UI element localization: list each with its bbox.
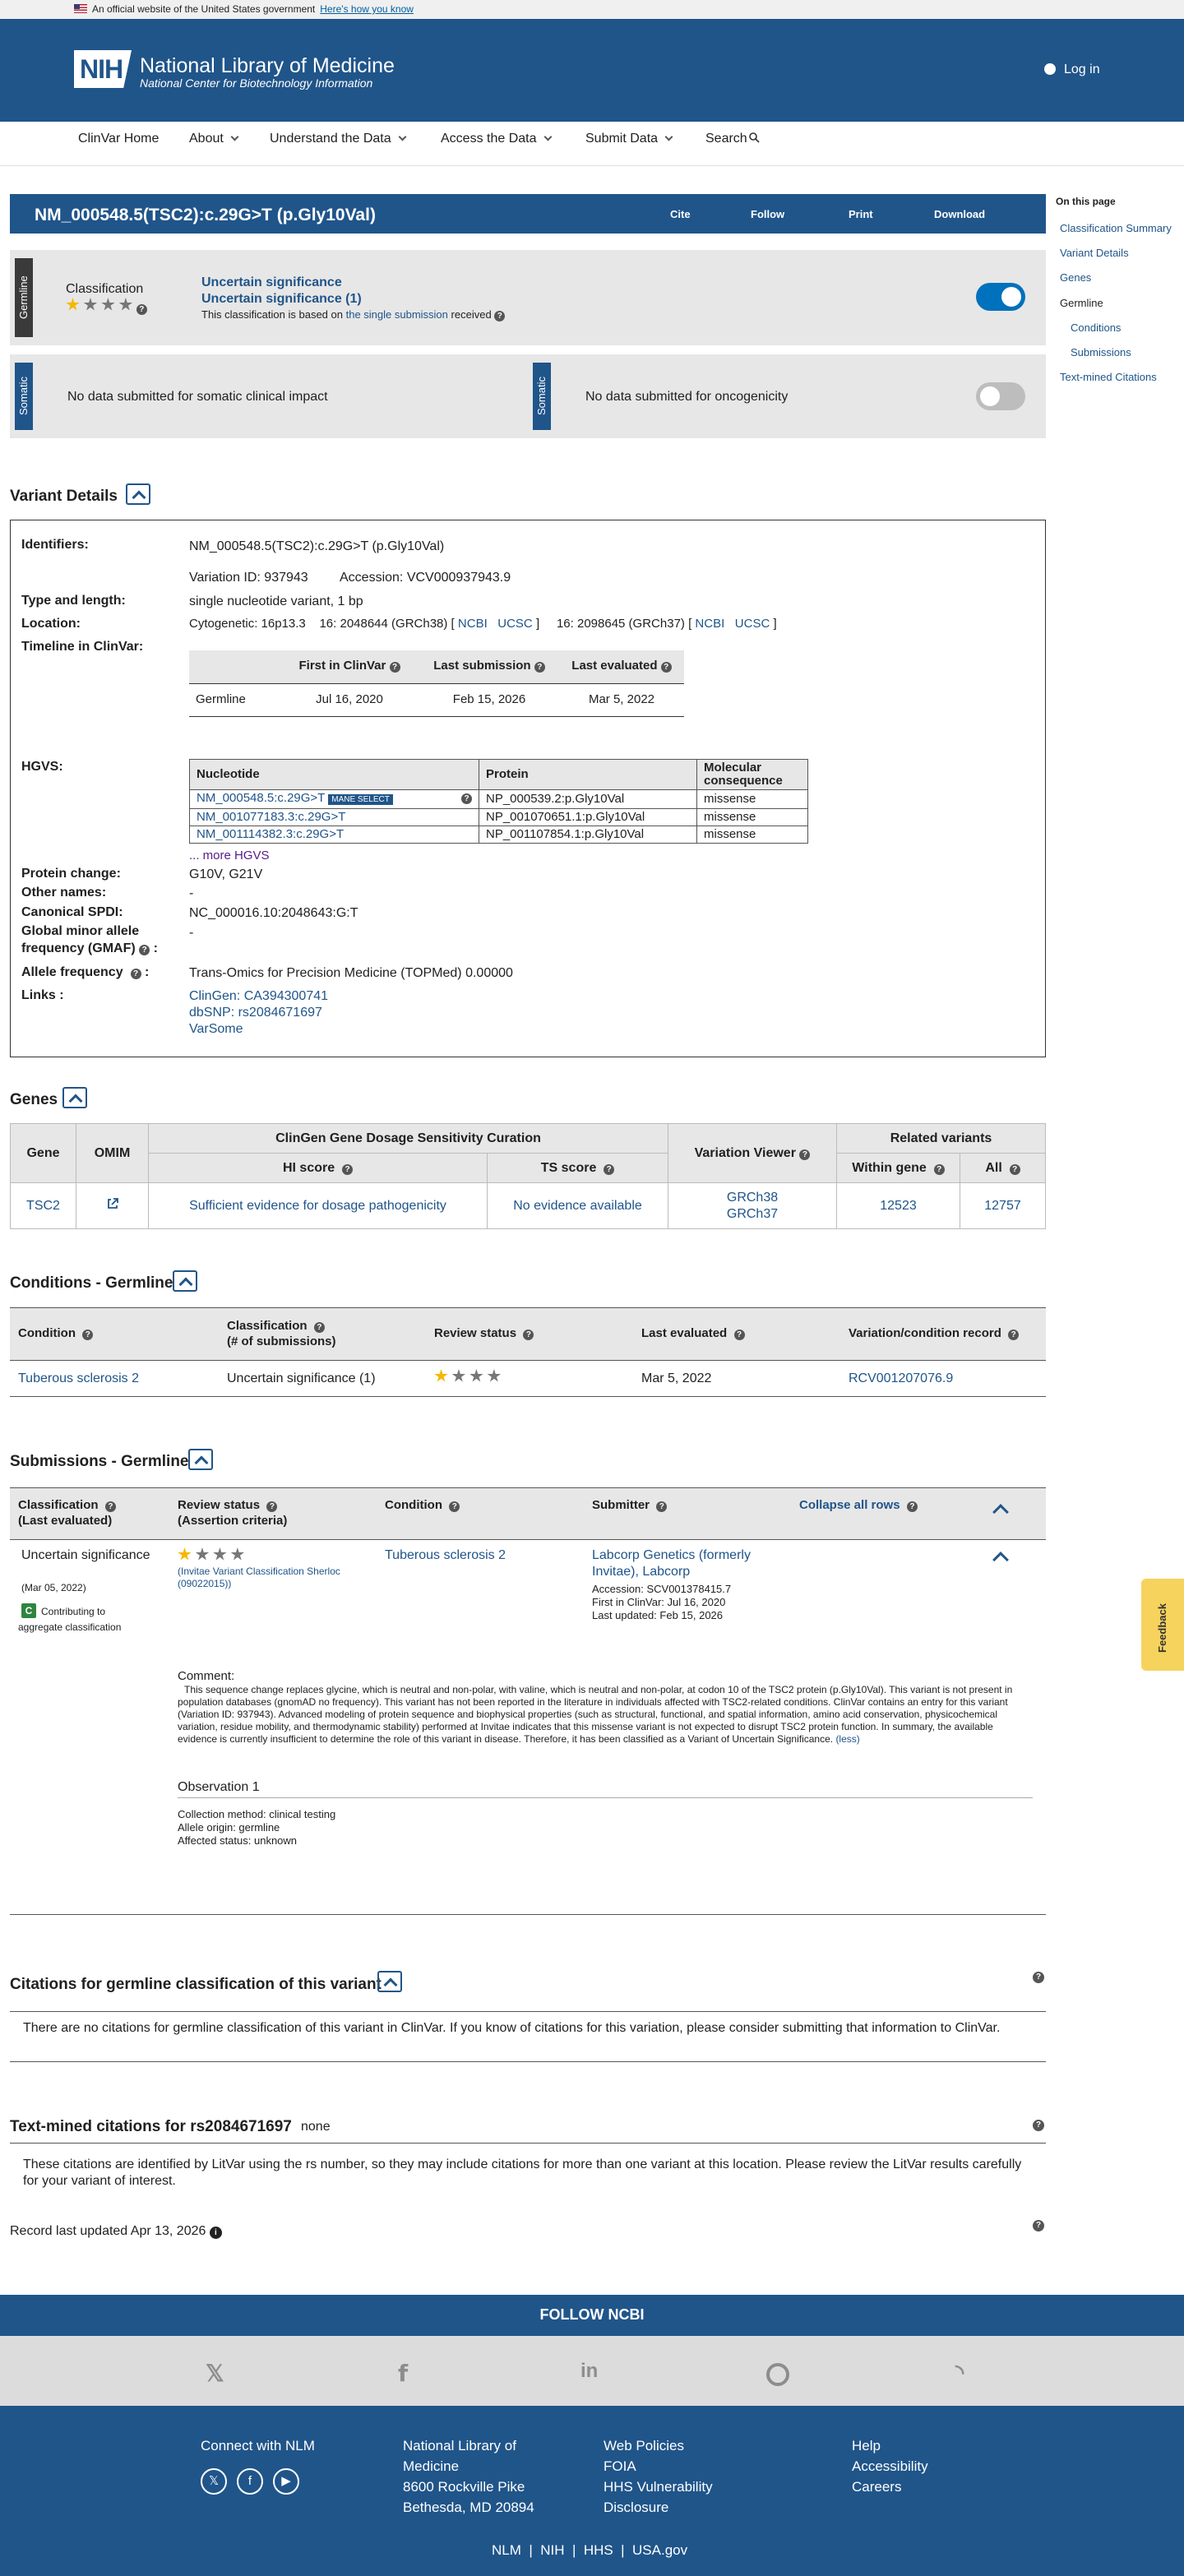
condition-classification: Uncertain significance (1) — [219, 1361, 426, 1397]
last-evaluated: Mar 5, 2022 — [588, 691, 655, 706]
ts-score-link[interactable]: No evidence available — [513, 1198, 642, 1213]
rss-icon[interactable]: ◝ — [955, 2360, 964, 2384]
spdi-label: Canonical SPDI: — [21, 905, 123, 919]
site-subtitle: National Center for Biotechnology Information — [140, 76, 373, 90]
nav-about[interactable]: About — [189, 131, 238, 147]
star-icon — [101, 298, 115, 312]
gmaf-label-2: frequency (GMAF) ? : — [21, 941, 158, 955]
ncbi-link[interactable]: NCBI — [457, 617, 488, 631]
germline-classification-panel — [10, 250, 1046, 345]
protein-change-value: G10V, G21V — [189, 867, 263, 881]
conditions-heading: Conditions - Germline — [10, 1274, 173, 1292]
identifiers-label: Identifiers: — [21, 538, 89, 552]
first-in-clinvar: Jul 16, 2020 — [316, 691, 383, 706]
nih-link[interactable]: NIH — [540, 2542, 565, 2558]
citations-text: There are no citations for germline classification of this variant in ClinVar. If you know of citations for this variation, please consider submitting that information to ClinVar. — [23, 2021, 1001, 2035]
location-label: Location: — [21, 617, 81, 631]
single-submission-link[interactable]: the single submission — [345, 308, 448, 321]
variant-details-heading: Variant Details — [10, 488, 118, 505]
collapse-row-chevron-icon[interactable] — [992, 1552, 1009, 1568]
submission-first: First in ClinVar: Jul 16, 2020 — [592, 1596, 726, 1608]
help-icon[interactable]: ? — [1008, 1330, 1019, 1340]
condition-last-evaluated: Mar 5, 2022 — [633, 1361, 840, 1397]
x-twitter-icon[interactable]: 𝕏 — [201, 2468, 227, 2495]
clingen-link[interactable]: ClinGen: CA394300741 — [189, 989, 329, 1003]
collection-method: Collection method: clinical testing — [178, 1808, 336, 1820]
submission-classification: Uncertain significance — [21, 1548, 150, 1562]
textmined-heading: Text-mined citations for rs2084671697 — [10, 2118, 292, 2135]
allele-origin: Allele origin: germline — [178, 1821, 280, 1834]
nav-clinvar-home[interactable]: ClinVar Home — [78, 132, 160, 146]
ucsc-link[interactable]: UCSC — [497, 617, 533, 631]
location-value: Cytogenetic: 16p13.3 16: 2048644 (GRCh38) [ NCBI UCSC ] 16: 2098645 (GRCh37) [ NCBI UCSC ] — [189, 617, 777, 631]
collapse-genes-button[interactable] — [62, 1087, 87, 1108]
contributing-badge: C — [21, 1603, 36, 1618]
user-icon — [1044, 63, 1056, 75]
variant-details-box — [10, 520, 1046, 1057]
collapse-submissions-button[interactable] — [188, 1449, 213, 1470]
foia-link[interactable]: FOIA — [604, 2458, 636, 2474]
help-links — [852, 2435, 928, 2497]
identifiers-value: NM_000548.5(TSC2):c.29G>T (p.Gly10Val) — [189, 539, 445, 553]
help-icon[interactable]: ? — [1033, 2220, 1044, 2231]
help-icon[interactable]: ? — [661, 662, 672, 673]
search-icon — [749, 132, 760, 143]
heres-how-link[interactable]: Here's how you know — [320, 3, 414, 15]
grch37-viewer-link[interactable]: GRCh37 — [726, 1206, 779, 1221]
help-icon[interactable]: ? — [1010, 1164, 1020, 1175]
comment-label: Comment: — [178, 1669, 235, 1683]
germline-toggle[interactable] — [976, 283, 1025, 311]
facebook-icon[interactable]: f — [237, 2468, 263, 2495]
star-icon — [83, 298, 97, 312]
connect-heading: Connect with NLM — [201, 2438, 315, 2453]
submission-review-stars — [178, 1547, 244, 1566]
on-this-page-heading: On this page — [1056, 196, 1116, 207]
somatic-clinical-text: No data submitted for somatic clinical impact — [67, 390, 328, 404]
textmined-none: none — [301, 2120, 331, 2134]
policies-links: Web Policies FOIA HHS Vulnerability Disclosure — [604, 2435, 713, 2518]
comment-text: This sequence change replaces glycine, which is neutral and non-polar, with valine, which is neutral and non-polar, at codon 10 of the TSC2 protein (p.Gly10Val). This variant is not present in population databases (gnomAD no frequency). This variant has not been reported in the literature in individuals affected with TSC2-related conditions. ClinVar contains an entry for this variant (Variation ID: 937943). Advanced modeling of protein sequence and biophysical properties (such as structural, functional, and spatial information, amino acid conservation, physicochemical variation, residue mobility, and thermodynamic stability) performed at Invitae indicates that this missense variant is not expected to disrupt TSC2 protein function. In summary, the available evidence is currently insufficient to determine the role of this variant in disease. Therefore, it has been classified as a Variant of Uncertain Significance. (less) — [178, 1684, 1013, 1745]
nlm-link[interactable]: NLM — [492, 2542, 521, 2558]
info-icon[interactable]: i — [210, 2227, 222, 2239]
record-updated: Record last updated Apr 13, 2026 i — [10, 2223, 222, 2240]
somatic-oncogenicity-text: No data submitted for oncogenicity — [585, 390, 789, 404]
hgvs-nucleotide-link[interactable]: NM_001077183.3:c.29G>T — [197, 810, 346, 824]
classification-count[interactable]: Uncertain significance (1) — [201, 292, 362, 306]
varsome-link[interactable]: VarSome — [189, 1022, 243, 1036]
affected-status: Affected status: unknown — [178, 1834, 298, 1847]
grch38-viewer-link[interactable]: GRCh38 — [726, 1190, 779, 1205]
somatic-tab-oncogenicity: Somatic — [533, 363, 551, 430]
somatic-tab-clinical: Somatic — [15, 363, 33, 430]
conditions-table: Condition ? Classification ? (# of submissions) Review status ? Last evaluated ? Variation/condition record ? Tuberous sclerosis 2 Uncertain significance (1) Mar 5, 2022 RCV001207076.9 — [10, 1307, 1046, 1397]
hhs-link[interactable]: HHS — [583, 2542, 613, 2558]
help-icon[interactable]: ? — [604, 1164, 614, 1175]
other-names-value: - — [189, 886, 194, 900]
download-button[interactable]: Download — [934, 208, 986, 220]
submission-last-updated: Last updated: Feb 15, 2026 — [592, 1609, 724, 1621]
other-names-label: Other names: — [21, 886, 107, 900]
nav-understand-data[interactable]: Understand the Data — [270, 131, 405, 147]
gmaf-value: - — [189, 926, 194, 940]
sidebar-text-mined-citations[interactable]: Text-mined Citations — [1060, 371, 1157, 383]
hgvs-nucleotide-link[interactable]: NM_000548.5:c.29G>T — [197, 791, 326, 805]
sidebar-conditions[interactable]: Conditions — [1071, 321, 1122, 334]
within-gene-link[interactable]: 12523 — [880, 1198, 917, 1213]
last-submission: Feb 15, 2026 — [452, 691, 526, 706]
hgvs-nucleotide-link[interactable]: NM_001114382.3:c.29G>T — [197, 827, 345, 841]
less-link[interactable]: (less) — [835, 1733, 860, 1745]
hhs-vulnerability-link[interactable]: HHS Vulnerability — [604, 2479, 713, 2495]
github-icon[interactable] — [766, 2363, 789, 2386]
nlm-address: National Library of Medicine 8600 Rockville Pike Bethesda, MD 20894 — [403, 2438, 534, 2515]
hi-score-link[interactable]: Sufficient evidence for dosage pathogenicity — [189, 1198, 446, 1213]
facebook-icon[interactable]: f — [398, 2360, 409, 2387]
help-icon[interactable]: ? — [534, 662, 545, 673]
gov-banner — [0, 0, 1184, 19]
assertion-criteria-link[interactable]: Invitae Variant Classification Sherloc (09022015) — [178, 1565, 340, 1589]
textmined-text: These citations are identified by LitVar using the rs number, so they may include citations for more than one variant at this location. Please review the LitVar results carefully for your variant of interest. — [23, 2157, 1022, 2188]
submissions-header-row: Classification ? (Last evaluated) Review status ? (Assertion criteria) Condition ? Submitter ? Collapse all rows ? — [10, 1487, 1046, 1540]
sidebar-germline: Germline — [1060, 297, 1103, 309]
citations-heading: Citations for germline classification of this variant — [10, 1976, 382, 1993]
login-label: Log in — [1064, 62, 1100, 76]
submitter-link[interactable]: Labcorp Genetics (formerly Invitae), Labcorp — [592, 1548, 751, 1579]
star-icon — [66, 298, 80, 312]
more-hgvs-link[interactable]: ... more HGVS — [189, 849, 270, 863]
dbsnp-link[interactable]: dbSNP: rs2084671697 — [189, 1006, 322, 1020]
classification-basis: This classification is based on the single submission received ? — [201, 308, 505, 321]
help-icon[interactable]: ? — [314, 1322, 325, 1333]
sidebar-classification-summary[interactable]: Classification Summary — [1060, 222, 1172, 234]
classification-label: Classification — [66, 282, 144, 296]
allele-frequency-value: Trans-Omics for Precision Medicine (TOPMed) 0.00000 — [189, 966, 513, 980]
hgvs-table: Nucleotide Protein Molecular consequence NM_000548.5:c.29G>T MANE SELECT ? NP_000539.2:p.Gly10Val missense NM_001077183.3:c.29G>T NP_001070651.1:p.Gly10Val missense NM_001114382.3:c.29G>T NP_001107854.1:p.Gly10Val missense — [189, 759, 808, 844]
variant-title-bar — [10, 194, 1046, 234]
accessibility-link[interactable]: Accessibility — [852, 2458, 928, 2474]
help-icon[interactable]: ? — [656, 1501, 667, 1512]
feedback-button[interactable]: Feedback — [1141, 1579, 1184, 1671]
site-title[interactable]: National Library of Medicine — [140, 54, 395, 77]
help-icon[interactable]: ? — [734, 1330, 745, 1340]
help-icon[interactable]: ? — [342, 1164, 353, 1175]
gmaf-label: Global minor allele — [21, 924, 140, 938]
site-header — [0, 19, 1184, 122]
submission-accession: Accession: SCV001378415.7 — [592, 1583, 732, 1595]
collapse-variant-details-button[interactable] — [126, 483, 150, 505]
variation-id: Variation ID: 937943 — [189, 571, 308, 585]
collapse-conditions-button[interactable] — [173, 1270, 197, 1292]
help-link[interactable]: Help — [852, 2438, 881, 2453]
help-icon[interactable]: ? — [105, 1501, 116, 1512]
linkedin-icon[interactable]: in — [580, 2360, 599, 2382]
all-variants-link[interactable]: 12757 — [984, 1198, 1021, 1213]
gov-banner-text: An official website of the United States government — [92, 3, 316, 15]
help-icon[interactable]: ? — [1033, 1972, 1044, 1983]
nlm-social-icons — [201, 2468, 309, 2495]
somatic-toggle[interactable] — [976, 382, 1025, 410]
collapse-citations-button[interactable] — [377, 1971, 402, 1992]
social-bar — [0, 2336, 1184, 2406]
help-icon[interactable]: ? — [1033, 2120, 1044, 2131]
condition-link[interactable]: Tuberous sclerosis 2 — [18, 1371, 140, 1385]
help-icon[interactable]: ? — [390, 662, 400, 673]
web-policies-link[interactable]: Web Policies — [604, 2438, 684, 2453]
usa-gov-link[interactable]: USA.gov — [632, 2542, 688, 2558]
observation-heading: Observation 1 — [178, 1780, 260, 1794]
careers-link[interactable]: Careers — [852, 2479, 902, 2495]
sidebar-variant-details[interactable]: Variant Details — [1060, 247, 1129, 259]
external-link-icon[interactable] — [106, 1197, 119, 1210]
accession: Accession: VCV000937943.9 — [340, 571, 511, 585]
print-button[interactable]: Print — [849, 208, 873, 220]
help-icon[interactable]: ? — [136, 304, 147, 315]
x-twitter-icon[interactable]: 𝕏 — [206, 2361, 224, 2386]
footer-bottom-links: NLM | NIH | HHS | USA.gov — [492, 2542, 688, 2558]
follow-ncbi-bar: FOLLOW NCBI — [0, 2295, 1184, 2336]
star-icon — [118, 298, 132, 312]
nav-access-data[interactable]: Access the Data — [441, 131, 551, 147]
help-icon[interactable]: ? — [131, 969, 141, 979]
timeline-table: First in ClinVar ? Last submission ? Last evaluated ? Germline Jul 16, 2020 Feb 15, 2026 Mar 5, 2022 — [189, 650, 684, 717]
ucsc-link[interactable]: UCSC — [734, 617, 770, 631]
spdi-value: NC_000016.10:2048643:G:T — [189, 906, 358, 920]
help-icon[interactable]: ? — [139, 945, 150, 955]
timeline-label: Timeline in ClinVar: — [21, 640, 144, 654]
cite-button[interactable]: Cite — [670, 208, 691, 220]
help-icon[interactable]: ? — [523, 1330, 534, 1340]
nih-logo-text: NIH — [80, 54, 123, 84]
protein-change-label: Protein change: — [21, 867, 121, 881]
collapse-all-chevron-icon[interactable] — [992, 1504, 1009, 1520]
login-button[interactable] — [1044, 62, 1100, 78]
type-value: single nucleotide variant, 1 bp — [189, 594, 363, 608]
hgvs-label: HGVS: — [21, 760, 63, 774]
rcv-record-link[interactable]: RCV001207076.9 — [849, 1371, 954, 1385]
gene-link[interactable]: TSC2 — [26, 1198, 60, 1213]
variant-title: NM_000548.5(TSC2):c.29G>T (p.Gly10Val) — [35, 206, 376, 224]
submissions-heading: Submissions - Germline — [10, 1453, 189, 1470]
contributing-text: Contributing to aggregate classification — [18, 1606, 122, 1633]
classification-headline: Uncertain significance — [201, 275, 342, 289]
genes-heading: Genes — [10, 1091, 58, 1108]
genes-table: Gene OMIM ClinGen Gene Dosage Sensitivity Curation Variation Viewer ? Related variants HI score ? TS score ? Within gene ? All ? TSC2 Sufficient evidence for dosage pathogenicity No evidence available GRCh38 GRCh37 12523 12757 — [10, 1123, 1046, 1229]
help-icon[interactable]: ? — [799, 1149, 810, 1160]
ncbi-link[interactable]: NCBI — [695, 617, 725, 631]
mane-select-badge: MANE SELECT — [328, 794, 393, 805]
help-icon[interactable]: ? — [82, 1330, 93, 1340]
youtube-icon[interactable]: ▶ — [273, 2468, 299, 2495]
submission-date: (Mar 05, 2022) — [21, 1582, 86, 1593]
help-icon[interactable]: ? — [934, 1164, 945, 1175]
type-label: Type and length: — [21, 594, 126, 608]
assertion-criteria: (Invitae Variant Classification Sherloc (09022015)) — [178, 1565, 340, 1589]
timeline-type: Germline — [196, 691, 246, 706]
collapse-all-rows-button[interactable]: Collapse all rows ? — [799, 1498, 918, 1514]
main-nav — [0, 122, 1184, 166]
help-icon[interactable]: ? — [494, 311, 505, 321]
links-label: Links : — [21, 988, 64, 1002]
review-stars — [66, 298, 147, 317]
help-icon[interactable]: ? — [449, 1501, 460, 1512]
follow-button[interactable]: Follow — [751, 208, 785, 220]
site-footer — [0, 2406, 1184, 2576]
help-icon[interactable]: ? — [907, 1501, 918, 1512]
help-icon[interactable]: ? — [266, 1501, 277, 1512]
sidebar-submissions[interactable]: Submissions — [1071, 346, 1131, 358]
allele-frequency-label: Allele frequency ? : — [21, 965, 150, 979]
nav-search[interactable]: Search — [705, 131, 760, 147]
germline-tab: Germline — [15, 258, 33, 337]
submission-condition-link[interactable]: Tuberous sclerosis 2 — [385, 1548, 506, 1562]
help-icon[interactable]: ? — [461, 793, 472, 804]
nav-submit-data[interactable]: Submit Data — [585, 131, 672, 147]
sidebar-genes[interactable]: Genes — [1060, 271, 1092, 284]
us-flag-icon — [74, 4, 87, 13]
review-stars — [426, 1361, 633, 1397]
somatic-panel — [10, 354, 1046, 438]
